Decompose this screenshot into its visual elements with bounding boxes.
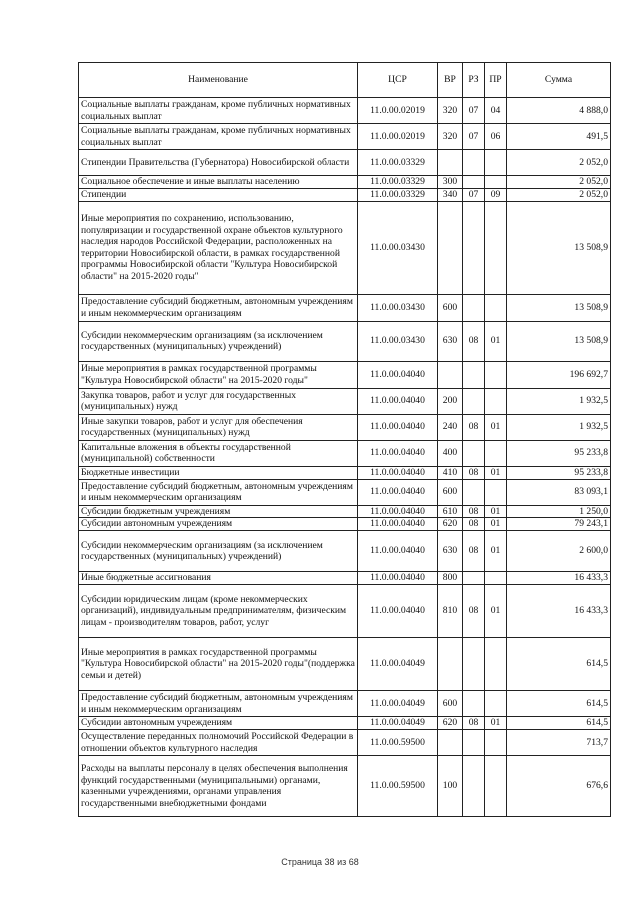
cell-pr: 01 <box>485 518 507 531</box>
cell-name: Стипендии Правительства (Губернатора) Новосибирской области <box>79 150 358 176</box>
cell-csr: 11.0.00.04040 <box>358 479 438 505</box>
cell-sum: 13 508,9 <box>507 294 611 321</box>
cell-name: Субсидии юридическим лицам (кроме некоммерческих организаций), индивидуальным предпринимателям, физическим лицам - производителям товаров, работ, услуг <box>79 585 358 638</box>
cell-csr: 11.0.00.59500 <box>358 756 438 817</box>
cell-pr: 09 <box>485 188 507 201</box>
cell-pr <box>485 691 507 717</box>
cell-csr: 11.0.00.04040 <box>358 572 438 585</box>
cell-pr: 01 <box>485 466 507 479</box>
cell-rz <box>463 638 485 691</box>
header-name: Наименование <box>79 63 358 98</box>
cell-vr <box>438 730 463 756</box>
cell-pr <box>485 440 507 466</box>
cell-sum: 1 932,5 <box>507 414 611 440</box>
cell-csr: 11.0.00.04040 <box>358 585 438 638</box>
cell-sum: 196 692,7 <box>507 361 611 388</box>
cell-csr: 11.0.00.03329 <box>358 150 438 176</box>
table-row <box>79 98 611 124</box>
cell-name: Предоставление субсидий бюджетным, автономным учреждениям и иным некоммерческим организациям <box>79 294 358 321</box>
cell-sum: 2 052,0 <box>507 176 611 189</box>
cell-vr: 200 <box>438 388 463 414</box>
cell-name: Субсидии автономным учреждениям <box>79 717 358 730</box>
cell-name: Субсидии некоммерческим организациям (за исключением государственных (муниципальных) учреждений) <box>79 321 358 361</box>
cell-vr <box>438 361 463 388</box>
header-sum: Сумма <box>507 63 611 98</box>
cell-rz <box>463 756 485 817</box>
cell-pr: 01 <box>485 321 507 361</box>
cell-pr <box>485 756 507 817</box>
table-row <box>79 201 611 294</box>
table-row <box>79 440 611 466</box>
cell-rz <box>463 479 485 505</box>
cell-rz: 08 <box>463 518 485 531</box>
table-row <box>79 638 611 691</box>
table-row <box>79 585 611 638</box>
cell-name: Социальное обеспечение и иные выплаты населению <box>79 176 358 189</box>
cell-vr: 600 <box>438 479 463 505</box>
cell-name: Иные мероприятия в рамках государственной программы "Культура Новосибирской области" на 2015-2020 годы"(поддержка семьи и детей) <box>79 638 358 691</box>
table-row <box>79 188 611 201</box>
table-row <box>79 321 611 361</box>
cell-sum: 676,6 <box>507 756 611 817</box>
cell-csr: 11.0.00.59500 <box>358 730 438 756</box>
cell-csr: 11.0.00.04040 <box>358 518 438 531</box>
cell-pr <box>485 638 507 691</box>
cell-rz <box>463 294 485 321</box>
cell-rz <box>463 150 485 176</box>
cell-rz: 08 <box>463 585 485 638</box>
cell-name: Социальные выплаты гражданам, кроме публичных нормативных социальных выплат <box>79 124 358 150</box>
cell-rz <box>463 691 485 717</box>
cell-sum: 2 052,0 <box>507 150 611 176</box>
cell-sum: 1 250,0 <box>507 505 611 518</box>
cell-sum: 13 508,9 <box>507 321 611 361</box>
cell-name: Иные закупки товаров, работ и услуг для обеспечения государственных (муниципальных) нужд <box>79 414 358 440</box>
cell-name: Закупка товаров, работ и услуг для государственных (муниципальных) нужд <box>79 388 358 414</box>
cell-pr: 04 <box>485 98 507 124</box>
cell-csr: 11.0.00.04040 <box>358 361 438 388</box>
cell-sum: 79 243,1 <box>507 518 611 531</box>
cell-vr: 340 <box>438 188 463 201</box>
cell-name: Иные мероприятия по сохранению, использованию, популяризации и государственной охране объектов культурного наследия народов Российской Федерации, расположенных на территории Новосибирской области, в рамках государственной программы Новосибирской области "Культура Новосибирской области" на 2015-2020 годы" <box>79 201 358 294</box>
cell-pr: 06 <box>485 124 507 150</box>
table-row <box>79 176 611 189</box>
table-row <box>79 505 611 518</box>
cell-pr <box>485 730 507 756</box>
cell-csr: 11.0.00.04040 <box>358 388 438 414</box>
cell-csr: 11.0.00.03430 <box>358 294 438 321</box>
table-row <box>79 717 611 730</box>
cell-sum: 4 888,0 <box>507 98 611 124</box>
cell-csr: 11.0.00.03430 <box>358 321 438 361</box>
cell-name: Субсидии бюджетным учреждениям <box>79 505 358 518</box>
cell-vr: 800 <box>438 572 463 585</box>
table-row <box>79 531 611 572</box>
cell-pr <box>485 572 507 585</box>
cell-pr <box>485 176 507 189</box>
cell-sum: 614,5 <box>507 691 611 717</box>
table-row <box>79 361 611 388</box>
cell-rz <box>463 440 485 466</box>
cell-sum: 16 433,3 <box>507 572 611 585</box>
cell-rz <box>463 572 485 585</box>
budget-table <box>78 62 611 817</box>
table-row <box>79 414 611 440</box>
cell-sum: 83 093,1 <box>507 479 611 505</box>
cell-sum: 1 932,5 <box>507 388 611 414</box>
cell-pr: 01 <box>485 585 507 638</box>
cell-sum: 95 233,8 <box>507 466 611 479</box>
cell-sum: 16 433,3 <box>507 585 611 638</box>
cell-csr: 11.0.00.03329 <box>358 188 438 201</box>
cell-vr <box>438 638 463 691</box>
cell-name: Расходы на выплаты персоналу в целях обеспечения выполнения функций государственными (муниципальными) органами, казенными учреждениями, органами управления государственными внебюджетными фондами <box>79 756 358 817</box>
cell-sum: 2 600,0 <box>507 531 611 572</box>
cell-vr: 410 <box>438 466 463 479</box>
cell-vr: 810 <box>438 585 463 638</box>
table-row <box>79 479 611 505</box>
cell-pr: 01 <box>485 717 507 730</box>
table-row <box>79 730 611 756</box>
cell-vr: 400 <box>438 440 463 466</box>
cell-name: Субсидии автономным учреждениям <box>79 518 358 531</box>
cell-csr: 11.0.00.04049 <box>358 638 438 691</box>
cell-rz: 07 <box>463 188 485 201</box>
cell-vr <box>438 150 463 176</box>
cell-pr <box>485 201 507 294</box>
table-row <box>79 124 611 150</box>
cell-csr: 11.0.00.02019 <box>358 124 438 150</box>
table-row <box>79 518 611 531</box>
cell-vr: 620 <box>438 518 463 531</box>
cell-sum: 614,5 <box>507 638 611 691</box>
cell-pr <box>485 388 507 414</box>
cell-csr: 11.0.00.04049 <box>358 717 438 730</box>
cell-vr: 240 <box>438 414 463 440</box>
cell-csr: 11.0.00.04049 <box>358 691 438 717</box>
cell-name: Бюджетные инвестиции <box>79 466 358 479</box>
cell-vr: 630 <box>438 531 463 572</box>
cell-pr: 01 <box>485 414 507 440</box>
header-pr: ПР <box>485 63 507 98</box>
cell-csr: 11.0.00.04040 <box>358 414 438 440</box>
cell-sum: 614,5 <box>507 717 611 730</box>
cell-name: Предоставление субсидий бюджетным, автономным учреждениям и иным некоммерческим организациям <box>79 479 358 505</box>
cell-vr: 320 <box>438 98 463 124</box>
cell-sum: 13 508,9 <box>507 201 611 294</box>
cell-pr <box>485 294 507 321</box>
cell-rz <box>463 201 485 294</box>
table-header-row <box>79 63 611 98</box>
cell-rz: 08 <box>463 717 485 730</box>
cell-csr: 11.0.00.03329 <box>358 176 438 189</box>
cell-csr: 11.0.00.03430 <box>358 201 438 294</box>
cell-sum: 95 233,8 <box>507 440 611 466</box>
cell-vr: 100 <box>438 756 463 817</box>
cell-pr <box>485 361 507 388</box>
table-row <box>79 466 611 479</box>
cell-vr: 630 <box>438 321 463 361</box>
cell-pr <box>485 150 507 176</box>
cell-name: Стипендии <box>79 188 358 201</box>
cell-csr: 11.0.00.04040 <box>358 505 438 518</box>
cell-rz: 08 <box>463 321 485 361</box>
cell-rz <box>463 730 485 756</box>
cell-sum: 2 052,0 <box>507 188 611 201</box>
table-row <box>79 150 611 176</box>
header-csr: ЦСР <box>358 63 438 98</box>
cell-csr: 11.0.00.04040 <box>358 440 438 466</box>
cell-sum: 491,5 <box>507 124 611 150</box>
cell-csr: 11.0.00.04040 <box>358 531 438 572</box>
table-row <box>79 294 611 321</box>
table-row <box>79 691 611 717</box>
cell-rz <box>463 388 485 414</box>
table-row <box>79 572 611 585</box>
cell-name: Осуществление переданных полномочий Российской Федерации в отношении объектов культурного наследия <box>79 730 358 756</box>
cell-name: Иные мероприятия в рамках государственной программы "Культура Новосибирской области" на 2015-2020 годы" <box>79 361 358 388</box>
cell-name: Капитальные вложения в объекты государственной (муниципальной) собственности <box>79 440 358 466</box>
cell-vr: 600 <box>438 294 463 321</box>
cell-vr: 600 <box>438 691 463 717</box>
cell-rz: 08 <box>463 505 485 518</box>
cell-pr <box>485 479 507 505</box>
cell-csr: 11.0.00.04040 <box>358 466 438 479</box>
cell-rz: 07 <box>463 98 485 124</box>
cell-rz <box>463 176 485 189</box>
cell-pr: 01 <box>485 531 507 572</box>
cell-rz: 08 <box>463 414 485 440</box>
cell-rz: 08 <box>463 466 485 479</box>
cell-vr: 320 <box>438 124 463 150</box>
cell-vr <box>438 201 463 294</box>
table-row <box>79 756 611 817</box>
cell-rz <box>463 361 485 388</box>
header-vr: ВР <box>438 63 463 98</box>
cell-name: Иные бюджетные ассигнования <box>79 572 358 585</box>
cell-pr: 01 <box>485 505 507 518</box>
page-number: Страница 38 из 68 <box>281 857 359 867</box>
table-row <box>79 388 611 414</box>
cell-rz: 08 <box>463 531 485 572</box>
cell-csr: 11.0.00.02019 <box>358 98 438 124</box>
cell-name: Субсидии некоммерческим организациям (за исключением государственных (муниципальных) учреждений) <box>79 531 358 572</box>
cell-vr: 300 <box>438 176 463 189</box>
cell-name: Предоставление субсидий бюджетным, автономным учреждениям и иным некоммерческим организациям <box>79 691 358 717</box>
header-rz: РЗ <box>463 63 485 98</box>
cell-rz: 07 <box>463 124 485 150</box>
cell-name: Социальные выплаты гражданам, кроме публичных нормативных социальных выплат <box>79 98 358 124</box>
cell-sum: 713,7 <box>507 730 611 756</box>
cell-vr: 610 <box>438 505 463 518</box>
cell-vr: 620 <box>438 717 463 730</box>
